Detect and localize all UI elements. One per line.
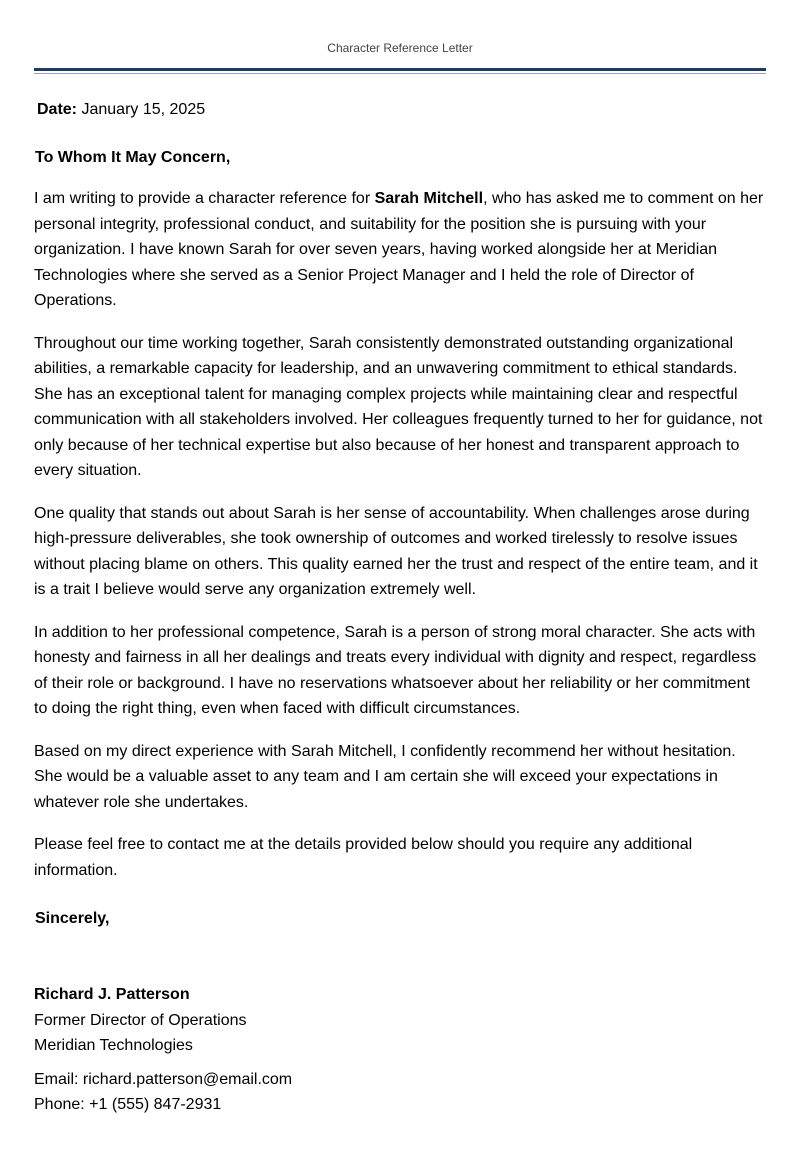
email-label: Email: xyxy=(34,1070,79,1088)
date-label: Date: xyxy=(37,101,78,118)
paragraph-1 xyxy=(34,186,766,314)
paragraph-2: Throughout our time working together, Sarah consistently demonstrated outstanding organizational abilities, a remarkable capacity for leadership, and an unwavering commitment to ethical standards. She has an exceptional talent for managing complex projects while maintaining clear and respectful communication with all stakeholders involved. Her colleagues frequently turned to her for guidance, not only because of her technical expertise but also because of her honest and transparent approach to every situation. xyxy=(34,334,763,479)
paragraph-1-intro: I am writing to provide a character reference for xyxy=(34,190,375,207)
contact-details xyxy=(34,1067,766,1118)
signer-name: Richard J. Patterson xyxy=(34,986,190,1003)
document-header-title: Character Reference Letter xyxy=(327,41,473,55)
salutation: To Whom It May Concern, xyxy=(35,149,231,166)
header-divider-thick xyxy=(34,68,766,71)
phone-line xyxy=(34,1092,766,1118)
closing: Sincerely, xyxy=(35,910,110,927)
paragraph-3: One quality that stands out about Sarah is her sense of accountability. When challenges arose during high-pressure deliverables, she took ownership of outcomes and worked tirelessly to resolve issues without placing blame on others. This quality earned her the trust and respect of the entire team, and it is a trait I believe would serve any organization extremely well. xyxy=(34,504,758,598)
signer-title: Former Director of Operations xyxy=(34,1011,247,1029)
date-value: January 15, 2025 xyxy=(81,101,206,118)
paragraph-1-rest: , who has asked me to comment on her personal integrity, professional conduct, and suitability for the position she is pursuing with your organization. I have known Sarah for over seven years, having worked alongside her at Meridian Technologies where she served as a Senior Project Manager and I held the role of Director of Operations. xyxy=(34,190,764,309)
header-divider-thin xyxy=(34,73,766,74)
phone-value: +1 (555) 847-2931 xyxy=(89,1096,222,1113)
letter-body xyxy=(34,98,766,1118)
paragraph-5: Based on my direct experience with Sarah Mitchell, I confidently recommend her without hesitation. She would be a valuable asset to any team and I am certain she will exceed your expectations in whatever role she undertakes. xyxy=(34,742,736,811)
paragraph-4: In addition to her professional competence, Sarah is a person of strong moral character. She acts with honesty and fairness in all her dealings and treats every individual with dignity and respect, regardless of their role or background. I have no reservations whatsoever about her reliability or her commitment to doing the right thing, even when faced with difficult circumstances. xyxy=(34,623,757,717)
paragraph-6: Please feel free to contact me at the details provided below should you require any additional information. xyxy=(34,836,693,879)
signature-block xyxy=(34,982,766,1118)
email-line xyxy=(34,1067,766,1093)
candidate-name: Sarah Mitchell xyxy=(374,190,484,207)
email-value: richard.patterson@email.com xyxy=(82,1070,293,1088)
phone-label: Phone: xyxy=(34,1096,85,1113)
signer-company: Meridian Technologies xyxy=(34,1037,193,1054)
date-line xyxy=(37,98,766,122)
